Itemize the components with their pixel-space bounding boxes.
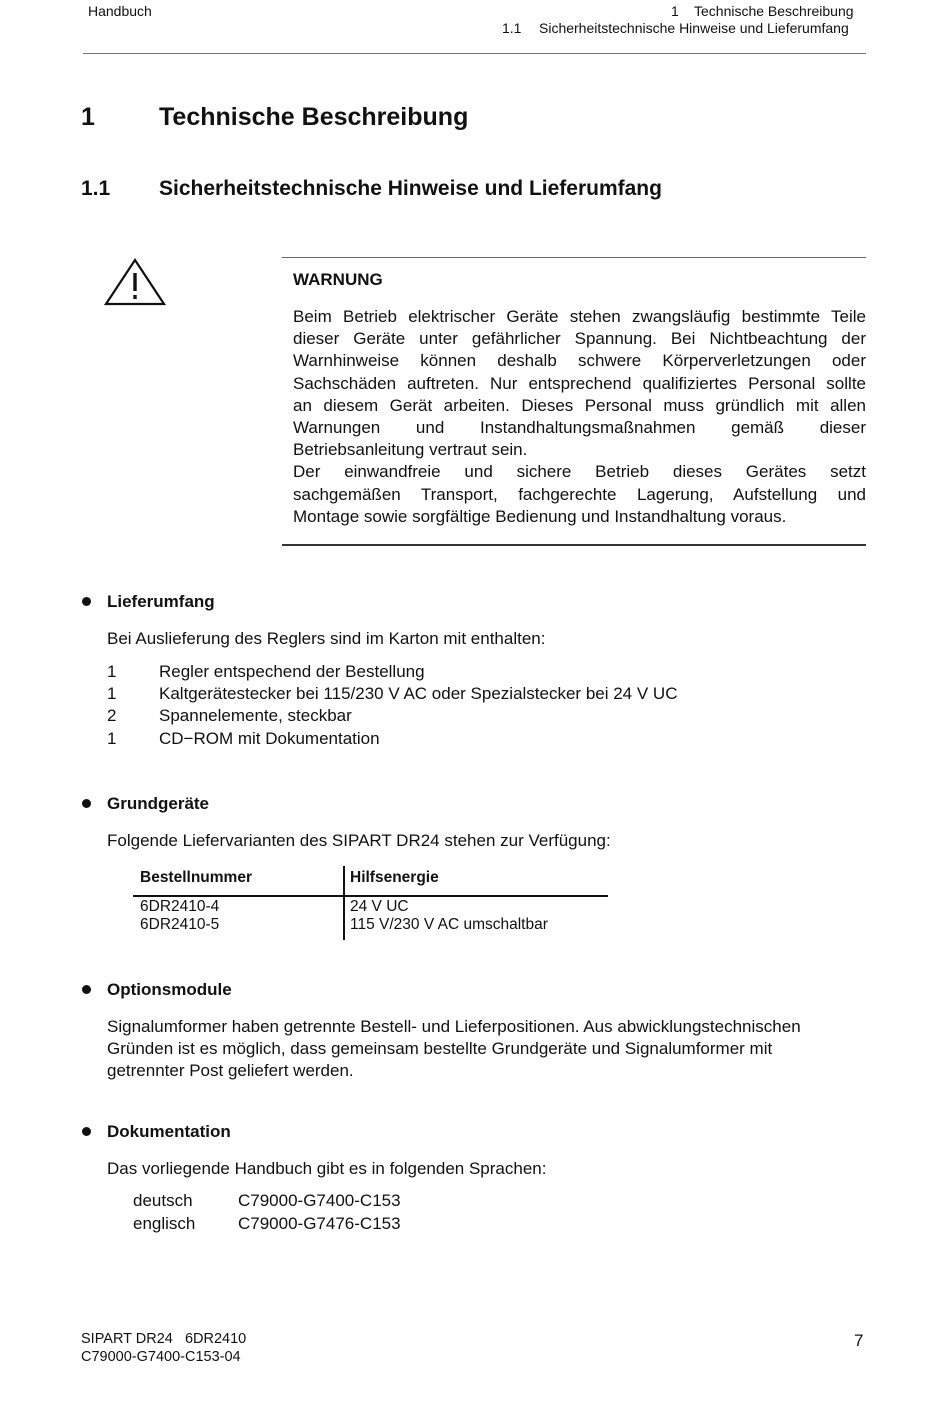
warning-text-line: Beim Betrieb elektrischer Geräte stehen zwangsläufig bestimmte Teile: [293, 307, 866, 326]
language-order-code: C79000-G7476-C153: [238, 1214, 401, 1233]
list-item-text: Spannelemente, steckbar: [159, 706, 352, 725]
section-number: 1.1: [81, 177, 111, 200]
grundgeraete-heading: Grundgeräte: [107, 794, 210, 813]
optionsmodule-text-line: Gründen ist es möglich, dass gemeinsam bestellte Grundgeräte und Signalumformer mit: [107, 1039, 773, 1058]
table-cell: 6DR2410-4: [140, 898, 220, 915]
warning-text-line: sachgemäßen Transport, fachgerechte Lagerung, Aufstellung und: [293, 484, 866, 504]
warning-bottom-rule: [282, 544, 866, 546]
list-item-qty: 1: [107, 684, 117, 703]
warning-text-line: Sachschäden auftreten. Nur entsprechend qualifiziertes Personal sollte: [293, 373, 866, 393]
optionsmodule-heading: Optionsmodule: [107, 980, 232, 999]
optionsmodule-text-line: getrennter Post geliefert werden.: [107, 1061, 354, 1080]
list-item-text: Kaltgerätestecker bei 115/230 V AC oder Spezialstecker bei 24 V UC: [159, 684, 678, 703]
table-header-bestellnummer: Bestellnummer: [140, 869, 252, 886]
language-name: deutsch: [133, 1191, 193, 1210]
table-cell: 115 V/230 V AC umschaltbar: [350, 916, 548, 933]
table-header-rule: [133, 895, 608, 897]
list-item-qty: 2: [107, 706, 117, 725]
chapter-title: Technische Beschreibung: [159, 103, 469, 131]
chapter-number: 1: [81, 103, 95, 131]
section-title: Sicherheitstechnische Hinweise und Lieferumfang: [159, 177, 662, 200]
bullet-icon: [82, 1127, 91, 1136]
page-number: 7: [854, 1331, 864, 1350]
warning-triangle-icon: [104, 258, 166, 306]
table-column-divider: [343, 866, 345, 940]
list-item-text: CD−ROM mit Dokumentation: [159, 729, 380, 748]
footer-product: SIPART DR24 6DR2410: [81, 1331, 247, 1347]
warning-text-line: Montage sowie sorgfältige Bedienung und Instandhaltung voraus.: [293, 506, 787, 526]
lieferumfang-intro: Bei Auslieferung des Reglers sind im Karton mit enthalten:: [107, 629, 546, 648]
language-order-code: C79000-G7400-C153: [238, 1191, 401, 1210]
header-section-title: Sicherheitstechnische Hinweise und Lieferumfang: [539, 20, 849, 36]
header-divider: [83, 53, 866, 54]
header-chapter-number: 1: [671, 3, 679, 19]
table-cell: 24 V UC: [350, 898, 409, 915]
table-cell: 6DR2410-5: [140, 916, 220, 933]
bullet-icon: [82, 799, 91, 808]
dokumentation-heading: Dokumentation: [107, 1122, 231, 1141]
lieferumfang-heading: Lieferumfang: [107, 592, 215, 611]
header-chapter-title: Technische Beschreibung: [694, 3, 854, 19]
warning-text-line: Warnhinweise können deshalb schwere Körperverletzungen oder: [293, 351, 866, 371]
list-item-text: Regler entspechend der Bestellung: [159, 662, 425, 681]
warning-paragraph-1: [293, 306, 866, 528]
list-item-qty: 1: [107, 662, 117, 681]
header-left: Handbuch: [88, 3, 152, 19]
warning-text-line: Warnungen und Instandhaltungsmaßnahmen gemäß dieser: [293, 418, 866, 438]
table-header-hilfsenergie: Hilfsenergie: [350, 869, 439, 886]
footer-doc-number: C79000-G7400-C153-04: [81, 1349, 241, 1365]
list-item-qty: 1: [107, 729, 117, 748]
bullet-icon: [82, 985, 91, 994]
warning-title: WARNUNG: [293, 270, 383, 289]
header-section-number: 1.1: [502, 20, 522, 36]
optionsmodule-text-line: Signalumformer haben getrennte Bestell- und Lieferpositionen. Aus abwicklungstechnischen: [107, 1017, 801, 1036]
warning-text-line: Der einwandfreie und sichere Betrieb dieses Gerätes setzt: [293, 462, 866, 482]
warning-text-line: Betriebsanleitung vertraut sein.: [293, 440, 528, 460]
bullet-icon: [82, 597, 91, 606]
dokumentation-intro: Das vorliegende Handbuch gibt es in folgenden Sprachen:: [107, 1159, 547, 1178]
grundgeraete-intro: Folgende Liefervarianten des SIPART DR24 stehen zur Verfügung:: [107, 831, 611, 850]
warning-text-line: dieser Geräte unter gefährlicher Spannung. Bei Nichtbeachtung der: [293, 329, 866, 349]
warning-text-line: an diesem Gerät arbeiten. Dieses Personal muss gründlich mit allen: [293, 395, 866, 415]
language-name: englisch: [133, 1214, 196, 1233]
warning-top-rule: [282, 257, 866, 258]
